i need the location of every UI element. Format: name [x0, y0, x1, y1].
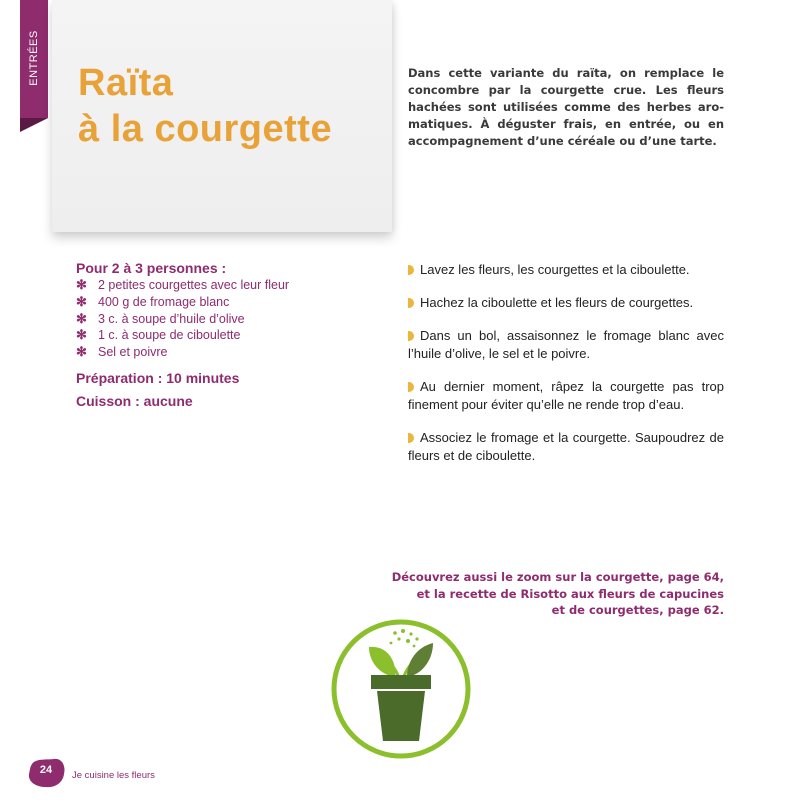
see-also-line-2: et la recette de Risotto aux fleurs de capucines — [416, 586, 724, 601]
step-text: Au dernier moment, râpez la courgette pas trop finement pour éviter qu’elle ne rende trop d’eau. — [408, 379, 724, 412]
half-circle-bullet-icon — [408, 331, 414, 341]
step-item — [408, 378, 724, 414]
step-item — [408, 261, 724, 279]
steps-list — [408, 261, 724, 480]
step-text: Dans un bol, assaisonnez le fromage blanc avec l’huile d’olive, le sel et le poivre. — [408, 328, 724, 361]
ingredient-item — [76, 277, 376, 294]
recipe-title-line-1: Raïta — [78, 62, 174, 104]
asterisk-bullet-icon: ✻ — [76, 344, 87, 360]
asterisk-bullet-icon: ✻ — [76, 293, 87, 309]
step-item — [408, 429, 724, 465]
ingredient-text: 400 g de fromage blanc — [98, 294, 230, 309]
ingredient-list — [76, 277, 376, 361]
half-circle-bullet-icon — [408, 298, 414, 308]
category-label: ENTRÉES — [28, 30, 40, 86]
ingredient-item — [76, 294, 376, 311]
page-number: 24 — [39, 764, 53, 776]
asterisk-bullet-icon: ✻ — [76, 277, 87, 292]
see-also-note — [344, 569, 724, 619]
category-tab-fold — [20, 118, 48, 132]
ingredient-text: 3 c. à soupe d’huile d’olive — [98, 311, 245, 326]
see-also-line-1: Découvrez aussi le zoom sur la courgette, page 64, — [391, 570, 724, 584]
step-item — [408, 294, 724, 312]
ingredients-block — [76, 260, 376, 409]
see-also-line-3: et de courgettes, page 62. — [551, 603, 724, 617]
step-text: Associez le fromage et la courgette. Saupoudrez de fleurs et de ciboulette. — [408, 430, 724, 463]
ingredient-item — [76, 327, 376, 344]
ingredient-text: 1 c. à soupe de ciboulette — [98, 328, 241, 343]
step-item — [408, 327, 724, 363]
ingredient-text: Sel et poivre — [98, 345, 168, 360]
half-circle-bullet-icon — [408, 382, 414, 392]
half-circle-bullet-icon — [408, 433, 414, 443]
book-title: Je cuisine les fleurs — [72, 770, 155, 781]
ingredient-item — [76, 311, 376, 328]
half-circle-bullet-icon — [408, 265, 414, 275]
servings-heading: Pour 2 à 3 personnes : — [76, 260, 227, 276]
step-text: Lavez les fleurs, les courgettes et la ciboulette. — [420, 262, 690, 277]
asterisk-bullet-icon: ✻ — [76, 310, 87, 326]
ingredient-item — [76, 344, 376, 361]
asterisk-bullet-icon: ✻ — [76, 327, 87, 343]
recipe-title-line-2: à la courgette — [78, 108, 333, 150]
step-text: Hachez la ciboulette et les fleurs de courgettes. — [420, 295, 694, 310]
intro-paragraph: Dans cette variante du raïta, on remplace le concombre par la courgette crue. Les fleurs hachées sont utilisées comme des herbes aromatiques. À déguster frais, en entrée, ou en accompagnement d’une céréale ou d’une tarte. — [408, 66, 724, 148]
preparation-time: Préparation : 10 minutes — [76, 369, 240, 386]
cooking-time: Cuisson : aucune — [76, 392, 193, 409]
ingredient-text: 2 petites courgettes avec leur fleur — [98, 278, 290, 292]
potted-plant-icon — [329, 617, 473, 761]
